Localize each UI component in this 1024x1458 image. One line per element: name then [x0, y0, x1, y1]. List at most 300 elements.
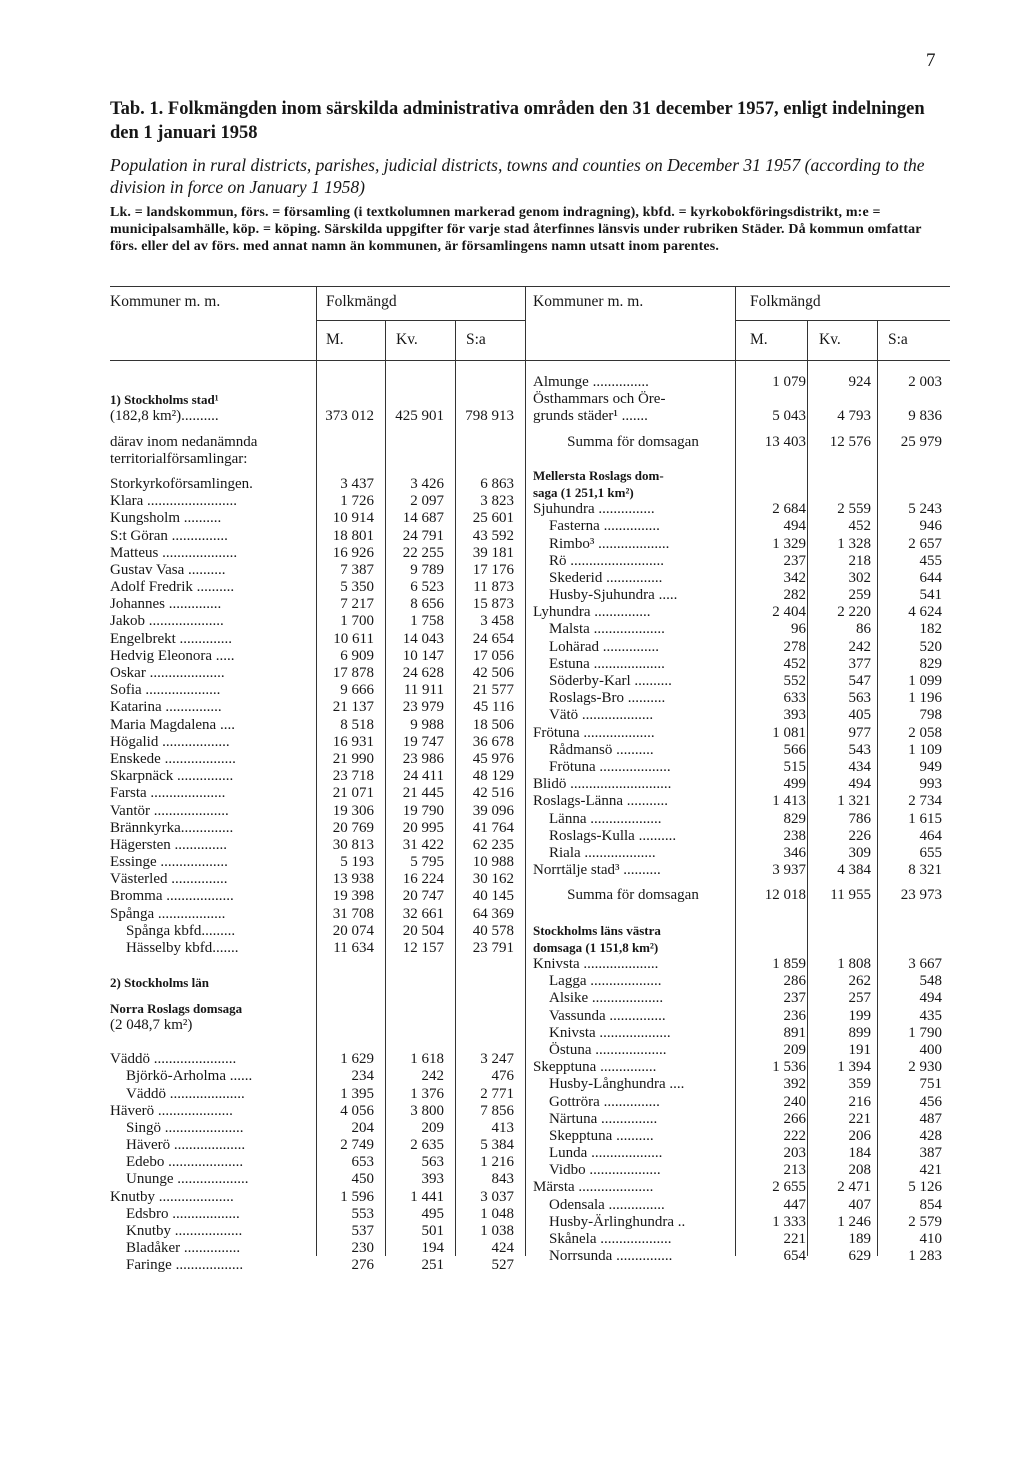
- value-total: 1 038: [480, 1223, 514, 1239]
- value-women: 20 995: [402, 819, 444, 836]
- header-m-right: M.: [750, 331, 768, 348]
- value-total: 5 126: [908, 1179, 942, 1196]
- value-men: 12 018: [764, 887, 806, 904]
- area-name: Skepptuna ..........: [549, 1127, 654, 1144]
- value-women: 208: [848, 1162, 871, 1179]
- value-women: 12 576: [829, 433, 871, 450]
- value-total: 1 109: [908, 741, 942, 758]
- value-total: 949: [919, 758, 942, 775]
- value-women: 3 426: [410, 475, 444, 492]
- value-women: 1 321: [837, 793, 871, 810]
- value-men: 447: [783, 1196, 806, 1213]
- area-name: Summa för domsagan: [567, 433, 699, 450]
- value-women: 2 097: [410, 493, 444, 510]
- value-men: 7 387: [340, 561, 374, 578]
- area-name: Frötuna ...................: [549, 758, 671, 775]
- value-men: 13 403: [764, 433, 806, 450]
- value-men: 230: [351, 1240, 374, 1257]
- value-women: 629: [848, 1248, 871, 1265]
- value-total: 2 734: [908, 793, 942, 810]
- value-men: 20 769: [332, 819, 374, 836]
- area-name: Edsbro ..................: [126, 1205, 240, 1222]
- area-name: Häverö ...................: [126, 1137, 246, 1154]
- area-name: Estuna ...................: [549, 655, 665, 672]
- table-row: [533, 467, 1024, 484]
- value-women: 2 220: [837, 604, 871, 621]
- area-name: Gustav Vasa ..........: [110, 561, 226, 578]
- area-name: Vidbo ...................: [549, 1162, 661, 1179]
- area-name: Bromma ..................: [110, 888, 234, 905]
- table-row: [533, 793, 1024, 810]
- value-women: 302: [848, 569, 871, 586]
- value-total: 41 764: [472, 819, 514, 836]
- area-name: Essinge ..................: [110, 854, 228, 871]
- row-spacer: [533, 426, 1024, 434]
- table-row: [533, 776, 1024, 793]
- value-women: 257: [848, 990, 871, 1007]
- table-subtitle: Population in rural districts, parishes, judicial districts, towns and counties on December 31 1957 (according to the division in force on January 1 1958): [110, 155, 925, 197]
- value-total: 24 654: [472, 630, 514, 647]
- value-total: 17 176: [472, 561, 514, 578]
- area-name: Fasterna ...............: [549, 518, 660, 535]
- area-name: Alsike ...................: [549, 990, 664, 1007]
- value-men: 3 437: [340, 475, 374, 492]
- value-total: 5 384: [480, 1137, 514, 1154]
- area-name: Ununge ...................: [126, 1171, 249, 1188]
- area-name: Björkö-Arholma ......: [126, 1068, 253, 1085]
- value-men: 10 611: [333, 630, 374, 647]
- value-total: 3 823: [480, 493, 514, 510]
- value-men: 31 708: [332, 905, 374, 922]
- header-folkmangd-right: Folkmängd: [750, 293, 821, 310]
- value-men: 234: [351, 1068, 374, 1085]
- value-women: 393: [421, 1171, 444, 1188]
- value-women: 31 422: [402, 836, 444, 853]
- value-women: 563: [421, 1154, 444, 1171]
- value-men: 278: [783, 638, 806, 655]
- value-men: 342: [783, 569, 806, 586]
- value-total: 798 913: [465, 408, 514, 425]
- table-row: [533, 1145, 1024, 1162]
- value-women: 2 559: [837, 501, 871, 518]
- value-total: 30 162: [472, 871, 514, 888]
- value-men: 5 043: [772, 408, 806, 425]
- value-women: 547: [848, 673, 871, 689]
- value-women: 1 376: [410, 1085, 444, 1102]
- table-row: [533, 1179, 1024, 1196]
- table-row: [533, 725, 1024, 742]
- area-name: Frötuna ...................: [533, 724, 655, 741]
- value-men: 96: [791, 621, 806, 638]
- area-name: Märsta ....................: [533, 1179, 654, 1196]
- value-total: 829: [919, 655, 942, 672]
- value-total: 1 283: [908, 1248, 942, 1265]
- area-name: Engelbrekt ..............: [110, 630, 233, 647]
- value-men: 16 931: [332, 733, 374, 750]
- table-row: [533, 811, 1024, 828]
- value-men: 393: [783, 707, 806, 724]
- value-total: 428: [919, 1127, 942, 1144]
- value-women: 221: [848, 1110, 871, 1127]
- value-women: 8 656: [410, 596, 444, 613]
- value-total: 8 321: [908, 862, 942, 879]
- area-name: Farsta ....................: [110, 785, 226, 802]
- value-women: 23 979: [402, 699, 444, 716]
- area-name: 1) Stockholms stad¹: [110, 392, 219, 408]
- value-men: 1 629: [340, 1051, 374, 1068]
- value-women: 495: [421, 1205, 444, 1222]
- area-name: Husby-Ärlinghundra ..: [549, 1213, 686, 1230]
- area-name: (182,8 km²)..........: [110, 408, 219, 425]
- area-name: 2) Stockholms län: [110, 975, 209, 991]
- value-women: 23 986: [402, 750, 444, 767]
- value-women: 407: [848, 1196, 871, 1213]
- table-row: [533, 1076, 1024, 1093]
- table-row: [533, 1025, 1024, 1042]
- table-row: [533, 1162, 1024, 1179]
- value-women: 251: [421, 1257, 444, 1274]
- area-name: Almunge ...............: [533, 374, 649, 390]
- area-name: Johannes ..............: [110, 596, 222, 613]
- area-name: Närtuna ...............: [549, 1110, 658, 1127]
- row-spacer: [533, 451, 1024, 459]
- value-total: 40 578: [472, 922, 514, 939]
- table-row: [533, 1128, 1024, 1145]
- value-women: 899: [848, 1024, 871, 1041]
- table-title: Tab. 1. Folkmängden inom särskilda administrativa områden den 31 december 1957, enligt indelningen den 1 januari 1958: [110, 99, 925, 143]
- table-row: [533, 570, 1024, 587]
- value-men: 237: [783, 990, 806, 1007]
- value-total: 18 506: [472, 716, 514, 733]
- value-women: 242: [848, 638, 871, 655]
- row-spacer: [533, 459, 1024, 467]
- value-total: 2 657: [908, 535, 942, 552]
- table-row: [533, 1042, 1024, 1059]
- table-row: [533, 956, 1024, 973]
- table-row: [533, 1094, 1024, 1111]
- table-row: [533, 690, 1024, 707]
- area-name: Norra Roslags domsaga: [110, 1000, 243, 1016]
- table-row: [533, 759, 1024, 776]
- value-men: 30 813: [332, 836, 374, 853]
- value-men: 494: [783, 518, 806, 535]
- value-total: 42 516: [472, 785, 514, 802]
- value-men: 1 081: [772, 724, 806, 741]
- header-sa-right: S:a: [888, 331, 908, 348]
- area-name: Oskar ....................: [110, 665, 225, 681]
- value-men: 515: [783, 758, 806, 775]
- value-men: 17 878: [332, 665, 374, 681]
- value-total: 843: [491, 1171, 514, 1188]
- table-row: [533, 434, 1024, 451]
- area-name: Bladåker ...............: [126, 1240, 241, 1257]
- table-row: [533, 862, 1024, 879]
- area-name: Faringe ..................: [126, 1257, 244, 1274]
- table-row: [533, 990, 1024, 1007]
- value-total: 3 458: [480, 613, 514, 630]
- value-women: 11 911: [403, 682, 444, 699]
- area-name: Sofia ....................: [110, 682, 221, 699]
- table-row: [533, 1059, 1024, 1076]
- page-number: 7: [926, 50, 936, 71]
- value-total: 23 791: [472, 940, 514, 956]
- value-total: 1 048: [480, 1205, 514, 1222]
- value-total: 25 979: [900, 433, 942, 450]
- area-name: Gottröra ...............: [549, 1093, 660, 1110]
- value-total: 993: [919, 776, 942, 793]
- area-name: Vantör ....................: [110, 802, 229, 819]
- table-row: [533, 922, 1024, 939]
- area-name: Häverö ....................: [110, 1102, 233, 1119]
- value-men: 5 193: [340, 854, 374, 871]
- area-name: Roslags-Bro ..........: [549, 690, 666, 707]
- value-women: 1 758: [410, 613, 444, 630]
- header-m-left: M.: [326, 331, 344, 348]
- table-row: [533, 1197, 1024, 1214]
- area-name: Skederid ...............: [549, 569, 663, 586]
- value-men: 21 137: [332, 699, 374, 716]
- value-women: 1 394: [837, 1059, 871, 1076]
- value-women: 5 795: [410, 854, 444, 871]
- value-men: 1 333: [772, 1213, 806, 1230]
- value-women: 494: [848, 776, 871, 793]
- value-women: 2 635: [410, 1137, 444, 1154]
- value-total: 3 247: [480, 1051, 514, 1068]
- table-row: [533, 639, 1024, 656]
- value-women: 434: [848, 758, 871, 775]
- value-total: 2 058: [908, 724, 942, 741]
- value-women: 14 043: [402, 630, 444, 647]
- value-men: 1 596: [340, 1188, 374, 1205]
- value-women: 924: [848, 374, 871, 390]
- area-name: Knivsta ...................: [549, 1024, 671, 1041]
- value-women: 199: [848, 1007, 871, 1024]
- table-row: [533, 742, 1024, 759]
- value-total: 400: [919, 1041, 942, 1058]
- area-name: Malsta ...................: [549, 621, 665, 638]
- table-row: [533, 656, 1024, 673]
- value-men: 392: [783, 1076, 806, 1093]
- value-men: 7 217: [340, 596, 374, 613]
- value-total: 527: [491, 1257, 514, 1274]
- area-name: därav inom nedanämnda: [110, 433, 258, 450]
- row-spacer: [533, 879, 1024, 887]
- value-women: 24 791: [402, 527, 444, 544]
- value-total: 1 790: [908, 1024, 942, 1041]
- value-men: 221: [783, 1231, 806, 1247]
- value-men: 537: [351, 1223, 374, 1239]
- value-women: 1 441: [410, 1188, 444, 1205]
- value-total: 751: [919, 1076, 942, 1093]
- value-total: 2 930: [908, 1059, 942, 1076]
- value-men: 237: [783, 552, 806, 569]
- value-total: 798: [919, 707, 942, 724]
- table-row: [533, 587, 1024, 604]
- header-folkmangd-left: Folkmängd: [326, 293, 397, 310]
- value-women: 377: [848, 655, 871, 672]
- value-total: 2 579: [908, 1213, 942, 1230]
- area-name: Husby-Långhundra ....: [549, 1076, 685, 1093]
- value-total: 39 096: [472, 802, 514, 819]
- area-name: Skånela ...................: [549, 1231, 672, 1247]
- table-row: [533, 1214, 1024, 1231]
- value-total: 5 243: [908, 501, 942, 518]
- value-total: 424: [491, 1240, 514, 1257]
- value-total: 3 037: [480, 1188, 514, 1205]
- value-women: 501: [421, 1223, 444, 1239]
- value-women: 262: [848, 973, 871, 990]
- value-men: 3 937: [772, 862, 806, 879]
- value-men: 5 350: [340, 579, 374, 596]
- value-women: 242: [421, 1068, 444, 1085]
- area-name: Brännkyrka..............: [110, 819, 234, 836]
- value-women: 11 955: [830, 887, 871, 904]
- value-men: 19 398: [332, 888, 374, 905]
- area-name: Rådmansö ..........: [549, 741, 654, 758]
- value-total: 23 973: [900, 887, 942, 904]
- value-total: 1 216: [480, 1154, 514, 1171]
- table-row: [533, 374, 1024, 391]
- table-row: [533, 845, 1024, 862]
- value-men: 21 071: [332, 785, 374, 802]
- value-total: 1 196: [908, 690, 942, 707]
- value-men: 4 056: [340, 1102, 374, 1119]
- area-name: Adolf Fredrik ..........: [110, 579, 235, 596]
- value-women: 9 789: [410, 561, 444, 578]
- value-women: 4 793: [837, 408, 871, 425]
- value-men: 23 718: [332, 768, 374, 785]
- value-total: 476: [491, 1068, 514, 1085]
- value-women: 226: [848, 827, 871, 844]
- area-name: Summa för domsagan: [567, 887, 699, 904]
- value-women: 194: [421, 1240, 444, 1257]
- value-total: 2 003: [908, 374, 942, 390]
- area-name: Rö .........................: [549, 552, 665, 569]
- area-name: Enskede ...................: [110, 750, 236, 767]
- value-total: 456: [919, 1093, 942, 1110]
- table-row: [533, 1008, 1024, 1025]
- value-men: 19 306: [332, 802, 374, 819]
- value-total: 494: [919, 990, 942, 1007]
- area-name: Östhammars och Öre-: [533, 391, 666, 408]
- value-women: 86: [856, 621, 871, 638]
- table-row: [533, 673, 1024, 690]
- area-name: Vätö ...................: [549, 707, 654, 724]
- area-name: S:t Göran ...............: [110, 527, 228, 544]
- table-row: [533, 604, 1024, 621]
- area-name: Lohärad ...............: [549, 638, 659, 655]
- value-total: 43 592: [472, 527, 514, 544]
- value-women: 563: [848, 690, 871, 707]
- value-men: 1 700: [340, 613, 374, 630]
- value-men: 204: [351, 1119, 374, 1136]
- value-total: 655: [919, 844, 942, 861]
- table-row: [533, 536, 1024, 553]
- value-total: 421: [919, 1162, 942, 1179]
- area-name: Norrsunda ...............: [549, 1248, 673, 1265]
- area-name: Skepptuna ...............: [533, 1059, 657, 1076]
- right-table-column: [533, 374, 1024, 1265]
- area-name: Blidö ...........................: [533, 776, 672, 793]
- value-total: 36 678: [472, 733, 514, 750]
- header-bottom-rule: [110, 360, 950, 361]
- area-name: Norrtälje stad³ ..........: [533, 862, 661, 879]
- value-total: 48 129: [472, 768, 514, 785]
- table-row: [533, 1111, 1024, 1128]
- value-men: 654: [783, 1248, 806, 1265]
- area-name: Knivsta ....................: [533, 956, 659, 972]
- value-total: 45 116: [473, 699, 514, 716]
- value-women: 209: [421, 1119, 444, 1136]
- table-row: [533, 501, 1024, 518]
- area-name: Edebo ....................: [126, 1154, 244, 1171]
- area-name: Odensala ...............: [549, 1196, 665, 1213]
- value-women: 259: [848, 587, 871, 604]
- value-women: 1 808: [837, 956, 871, 972]
- table-row: [533, 553, 1024, 570]
- value-total: 15 873: [472, 596, 514, 613]
- area-name: Spånga kbfd.........: [126, 922, 236, 939]
- area-name: Lyhundra ...............: [533, 604, 651, 621]
- value-men: 1 413: [772, 793, 806, 810]
- area-name: Roslags-Kulla ..........: [549, 827, 677, 844]
- value-men: 552: [783, 673, 806, 689]
- value-men: 6 909: [340, 647, 374, 664]
- value-total: 487: [919, 1110, 942, 1127]
- area-name: Matteus ....................: [110, 544, 238, 561]
- area-name: Roslags-Länna ...........: [533, 793, 668, 810]
- value-total: 435: [919, 1007, 942, 1024]
- value-men: 1 726: [340, 493, 374, 510]
- value-total: 182: [919, 621, 942, 638]
- table-row: [533, 391, 1024, 408]
- value-men: 1 395: [340, 1085, 374, 1102]
- value-total: 4 624: [908, 604, 942, 621]
- area-name: Lagga ...................: [549, 973, 662, 990]
- area-name: Knutby ....................: [110, 1188, 234, 1205]
- value-women: 1 246: [837, 1213, 871, 1230]
- area-name: Högalid ..................: [110, 733, 230, 750]
- value-women: 1 618: [410, 1051, 444, 1068]
- table-row: [533, 1248, 1024, 1265]
- value-men: 276: [351, 1257, 374, 1274]
- value-men: 240: [783, 1093, 806, 1110]
- area-name: Lunda ...................: [549, 1145, 663, 1162]
- value-total: 413: [491, 1119, 514, 1136]
- value-men: 213: [783, 1162, 806, 1179]
- value-total: 25 601: [472, 510, 514, 527]
- area-name: Storkyrkoförsamlingen.: [110, 475, 253, 492]
- area-name: Väddö ....................: [126, 1085, 245, 1102]
- value-men: 653: [351, 1154, 374, 1171]
- area-name: Västerled ...............: [110, 871, 228, 888]
- value-men: 1 329: [772, 535, 806, 552]
- value-men: 2 684: [772, 501, 806, 518]
- header-sa-left: S:a: [466, 331, 486, 348]
- value-men: 346: [783, 844, 806, 861]
- table-row: [533, 887, 1024, 904]
- area-name: territorialförsamlingar:: [110, 450, 248, 467]
- value-women: 19 790: [402, 802, 444, 819]
- row-spacer: [533, 904, 1024, 921]
- value-women: 405: [848, 707, 871, 724]
- value-women: 19 747: [402, 733, 444, 750]
- value-total: 7 856: [480, 1102, 514, 1119]
- value-men: 891: [783, 1024, 806, 1041]
- value-women: 216: [848, 1093, 871, 1110]
- value-women: 21 445: [402, 785, 444, 802]
- area-name: Hässelby kbfd.......: [126, 940, 239, 956]
